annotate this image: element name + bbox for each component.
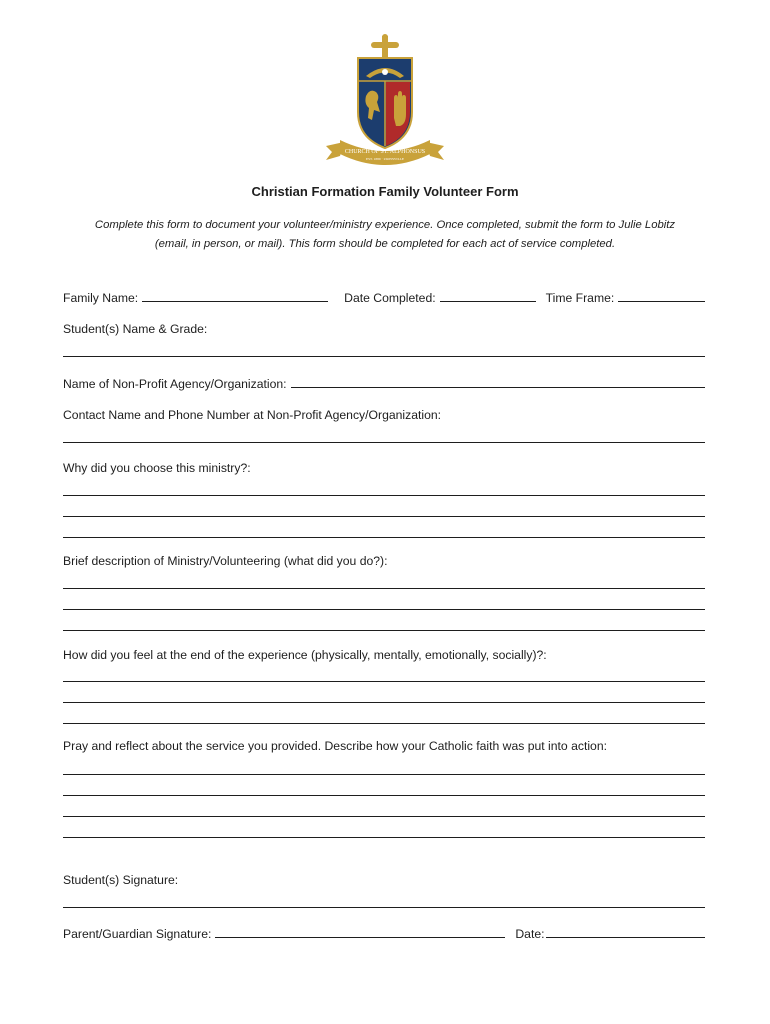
why-line-2[interactable] (63, 516, 705, 517)
feel-line-3[interactable] (63, 723, 705, 724)
agency-row (63, 376, 705, 391)
instructions-line-1: Complete this form to document your volunteer/ministry experience. Once completed, submit the form to Julie Lobitz (94, 219, 676, 231)
time-frame-label: Time Frame: (545, 291, 615, 305)
feel-label: How did you feel at the end of the experience (physically, mentally, emotionally, socially)?: (63, 648, 547, 662)
parent-signature-label: Parent/Guardian Signature: (63, 927, 212, 941)
contact-label: Contact Name and Phone Number at Non-Profit Agency/Organization: (63, 408, 442, 422)
contact-line[interactable] (63, 442, 705, 443)
description-label-row (63, 554, 705, 568)
feel-line-2[interactable] (63, 702, 705, 703)
contact-label-row (63, 408, 705, 422)
reflect-line-3[interactable] (63, 816, 705, 817)
parent-signature-row (63, 926, 705, 941)
family-info-row (63, 290, 705, 305)
students-label-row (63, 322, 705, 336)
date-completed-label: Date Completed: (344, 291, 436, 305)
church-crest-icon (322, 34, 448, 170)
student-signature-label: Student(s) Signature: (63, 873, 179, 887)
why-line-3[interactable] (63, 537, 705, 538)
student-signature-row (63, 873, 705, 887)
reflect-line-4[interactable] (63, 837, 705, 838)
parent-signature-field[interactable] (215, 926, 505, 938)
description-line-2[interactable] (63, 609, 705, 610)
reflect-line-2[interactable] (63, 795, 705, 796)
why-line-1[interactable] (63, 495, 705, 496)
family-name-field[interactable] (142, 290, 328, 302)
banner-subtext: EST. 1889 · ZIONSVILLE (365, 157, 405, 161)
reflect-line-1[interactable] (63, 774, 705, 775)
reflect-label-row (63, 739, 705, 753)
student-signature-line[interactable] (63, 907, 705, 908)
description-line-1[interactable] (63, 588, 705, 589)
students-label: Student(s) Name & Grade: (63, 322, 208, 336)
why-label-row (63, 461, 705, 475)
description-label: Brief description of Ministry/Volunteering (what did you do?): (63, 554, 388, 568)
description-line-3[interactable] (63, 630, 705, 631)
banner-text: CHURCH OF ST. ALPHONSUS (344, 149, 426, 155)
students-line[interactable] (63, 356, 705, 357)
agency-label: Name of Non-Profit Agency/Organization: (63, 377, 287, 391)
form-title: Christian Formation Family Volunteer Form (251, 184, 519, 199)
instructions-line-2: (email, in person, or mail). This form should be completed for each act of service completed. (154, 238, 616, 250)
date-field[interactable] (546, 926, 705, 938)
time-frame-field[interactable] (618, 290, 705, 302)
agency-field[interactable] (291, 376, 705, 388)
form-instructions (60, 216, 710, 254)
why-label: Why did you choose this ministry?: (63, 461, 251, 475)
feel-line-1[interactable] (63, 681, 705, 682)
family-name-label: Family Name: (63, 291, 139, 305)
feel-label-row (63, 648, 705, 662)
date-label: Date: (515, 927, 545, 941)
date-completed-field[interactable] (440, 290, 536, 302)
reflect-label: Pray and reflect about the service you provided. Describe how your Catholic faith was put into action: (63, 739, 607, 753)
